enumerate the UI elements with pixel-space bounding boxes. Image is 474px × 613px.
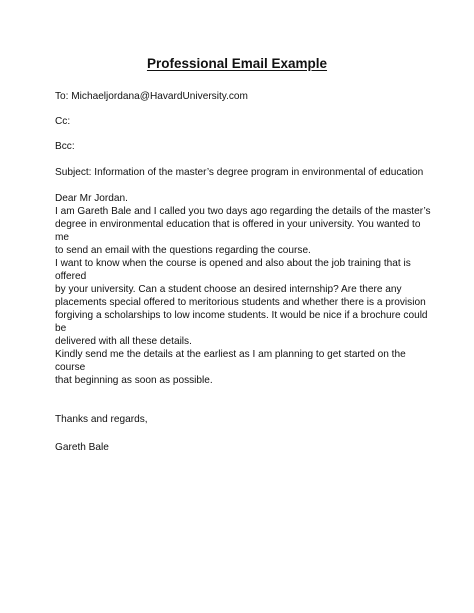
signature: Gareth Bale bbox=[55, 442, 109, 453]
document-title: Professional Email Example bbox=[146, 56, 328, 71]
paragraph-2-line: forgiving a scholarships to low income students. It would be nice if a brochure could be bbox=[55, 310, 428, 334]
to-line: To: Michaeljordana@HavardUniversity.com bbox=[55, 91, 248, 102]
paragraph-2-line: by your university. Can a student choose an desired internship? Are there any bbox=[55, 284, 402, 295]
bcc-line: Bcc: bbox=[55, 141, 75, 152]
closing: Thanks and regards, bbox=[55, 414, 148, 425]
paragraph-2-line: I want to know when the course is opened and also about the job training that is offered bbox=[55, 258, 411, 282]
paragraph-1-line: degree in environmental education that is offered in your university. You wanted to me bbox=[55, 219, 421, 243]
salutation: Dear Mr Jordan. bbox=[55, 193, 128, 204]
paragraph-3-line: Kindly send me the details at the earliest as I am planning to get started on the course bbox=[55, 349, 406, 373]
paragraph-2-line: delivered with all these details. bbox=[55, 336, 192, 347]
paragraph-2-line: placements special offered to meritorious students and whether there is a provision bbox=[55, 297, 426, 308]
paragraph-1-line: I am Gareth Bale and I called you two days ago regarding the details of the master’s bbox=[55, 206, 431, 217]
cc-line: Cc: bbox=[55, 116, 71, 127]
paragraph-2 bbox=[55, 257, 435, 348]
paragraph-1 bbox=[55, 205, 435, 257]
paragraph-1-line: to send an email with the questions regarding the course. bbox=[55, 245, 311, 256]
subject-line: Subject: Information of the master’s degree program in environmental of education bbox=[55, 167, 424, 178]
paragraph-3-line: that beginning as soon as possible. bbox=[55, 375, 213, 386]
paragraph-3 bbox=[55, 348, 435, 387]
email-body bbox=[55, 90, 435, 454]
